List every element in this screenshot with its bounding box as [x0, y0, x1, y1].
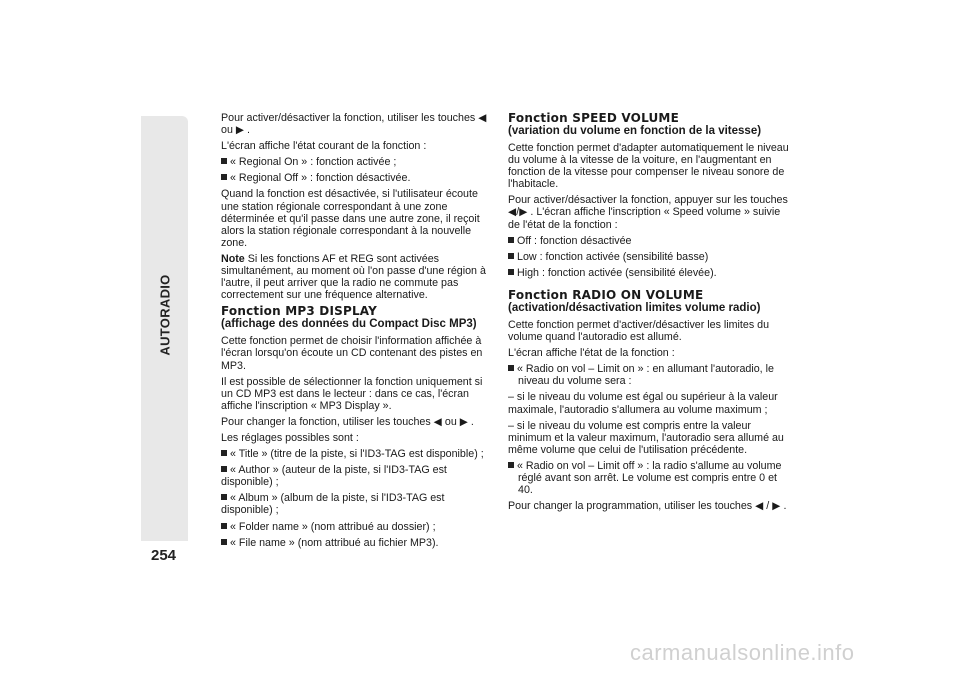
left-column	[221, 112, 493, 553]
dash-item: – si le niveau du volume est compris entre la valeur minimum et la valeur maximum, l'autoradio sera allumé au même volume que celui de l'utilisation précédente.	[508, 419, 784, 456]
checkbox-bullet-icon	[221, 466, 227, 472]
section-subheading-speed-volume: (variation du volume en fonction de la vitesse)	[508, 125, 762, 137]
list-item: Low : fonction activée (sensibilité basse)	[508, 251, 792, 263]
right-column	[508, 112, 792, 516]
section-subheading-radio-on-volume: (activation/désactivation limites volume radio)	[508, 301, 761, 314]
paragraph: Pour changer la programmation, utiliser les touches ◀ / ▶ .	[508, 500, 787, 513]
paragraph: Cette fonction permet d'activer/désactiver les limites du volume quand l'autoradio est allumé.	[508, 318, 770, 344]
section-heading-radio-on-volume: Fonction RADIO ON VOLUME	[508, 287, 704, 302]
paragraph: Cette fonction permet de choisir l'information affichée à l'écran lorsqu'on écoute un CD contenant des pistes en MP3.	[221, 335, 483, 372]
checkbox-bullet-icon	[508, 269, 514, 275]
checkbox-bullet-icon	[221, 158, 227, 164]
list-item: « Radio on vol – Limit on » : en allumant l'autoradio, le niveau du volume sera :	[508, 363, 792, 387]
paragraph: L'écran affiche l'état courant de la fonction :	[221, 140, 427, 153]
note: Note Si les fonctions AF et REG sont activées simultanément, au moment où l'on passe d'une région à l'autre, il peut arriver que la radio ne commute pas correctement sur une fréquence alternative.	[221, 252, 486, 302]
checkbox-bullet-icon	[221, 174, 227, 180]
note-label: Note	[221, 252, 245, 265]
checkbox-bullet-icon	[221, 494, 227, 500]
checkbox-bullet-icon	[221, 523, 227, 529]
dash-item: – si le niveau du volume est égal ou supérieur à la valeur maximale, l'autoradio s'allumera au volume maximum ;	[508, 391, 778, 416]
paragraph: Les réglages possibles sont :	[221, 431, 359, 444]
checkbox-bullet-icon	[221, 450, 227, 456]
list-item: « Radio on vol – Limit off » : la radio s'allume au volume réglé avant son arrêt. Le volume est compris entre 0 et 40.	[508, 460, 792, 496]
paragraph: Pour activer/désactiver la fonction, utiliser les touches ◀ ou ▶ .	[221, 112, 487, 137]
page-number: 254	[151, 547, 177, 564]
paragraph: Pour changer la fonction, utiliser les touches ◀ ou ▶ .	[221, 415, 474, 428]
list-item: « Regional Off » : fonction désactivée.	[221, 172, 493, 184]
list-item: « Album » (album de la piste, si l'ID3-TAG est disponible) ;	[221, 492, 445, 517]
list-item: « File name » (nom attribué au fichier MP3).	[221, 537, 493, 549]
checkbox-bullet-icon	[221, 539, 227, 545]
checkbox-bullet-icon	[508, 365, 514, 371]
list-item: Off : fonction désactivée	[508, 235, 792, 247]
checkbox-bullet-icon	[508, 237, 514, 243]
watermark: carmanualsonline.info	[630, 640, 855, 665]
list-item: « Author » (auteur de la piste, si l'ID3-TAG est disponible) ;	[221, 464, 447, 489]
list-item: « Folder name » (nom attribué au dossier) ;	[221, 521, 493, 533]
list-item: « Regional On » : fonction activée ;	[221, 156, 493, 168]
list-item: « Title » (titre de la piste, si l'ID3-TAG est disponible) ;	[221, 448, 493, 460]
chapter-label: AUTORADIO	[157, 274, 173, 356]
section-heading-speed-volume: Fonction SPEED VOLUME	[508, 111, 679, 125]
section-subheading-mp3: (affichage des données du Compact Disc MP3)	[221, 318, 477, 331]
section-heading-mp3: Fonction MP3 DISPLAY	[221, 304, 378, 319]
paragraph: Cette fonction permet d'adapter automatiquement le niveau du volume à la vitesse de la voiture, en l'augmentant en fonction de la vitesse pour compenser le niveau sonore de l'habitacle.	[508, 142, 789, 191]
paragraph: Quand la fonction est désactivée, si l'utilisateur écoute une station régionale correspondant à une zone déterminée et qu'il passe dans une autre zone, il reçoit alors la station régionale correspondant à la nouvelle zone.	[221, 188, 480, 249]
checkbox-bullet-icon	[508, 253, 514, 259]
paragraph: Pour activer/désactiver la fonction, appuyer sur les touches ◀/▶ . L'écran affiche l'inscription « Speed volume » suivie de l'état de la fonction :	[508, 194, 788, 231]
paragraph: Il est possible de sélectionner la fonction uniquement si un CD MP3 est dans le lecteur : dans ce cas, l'écran affiche l'inscription « MP3 Display ».	[221, 375, 483, 412]
paragraph: L'écran affiche l'état de la fonction :	[508, 347, 675, 360]
checkbox-bullet-icon	[508, 462, 514, 468]
list-item: High : fonction activée (sensibilité élevée).	[508, 267, 792, 279]
